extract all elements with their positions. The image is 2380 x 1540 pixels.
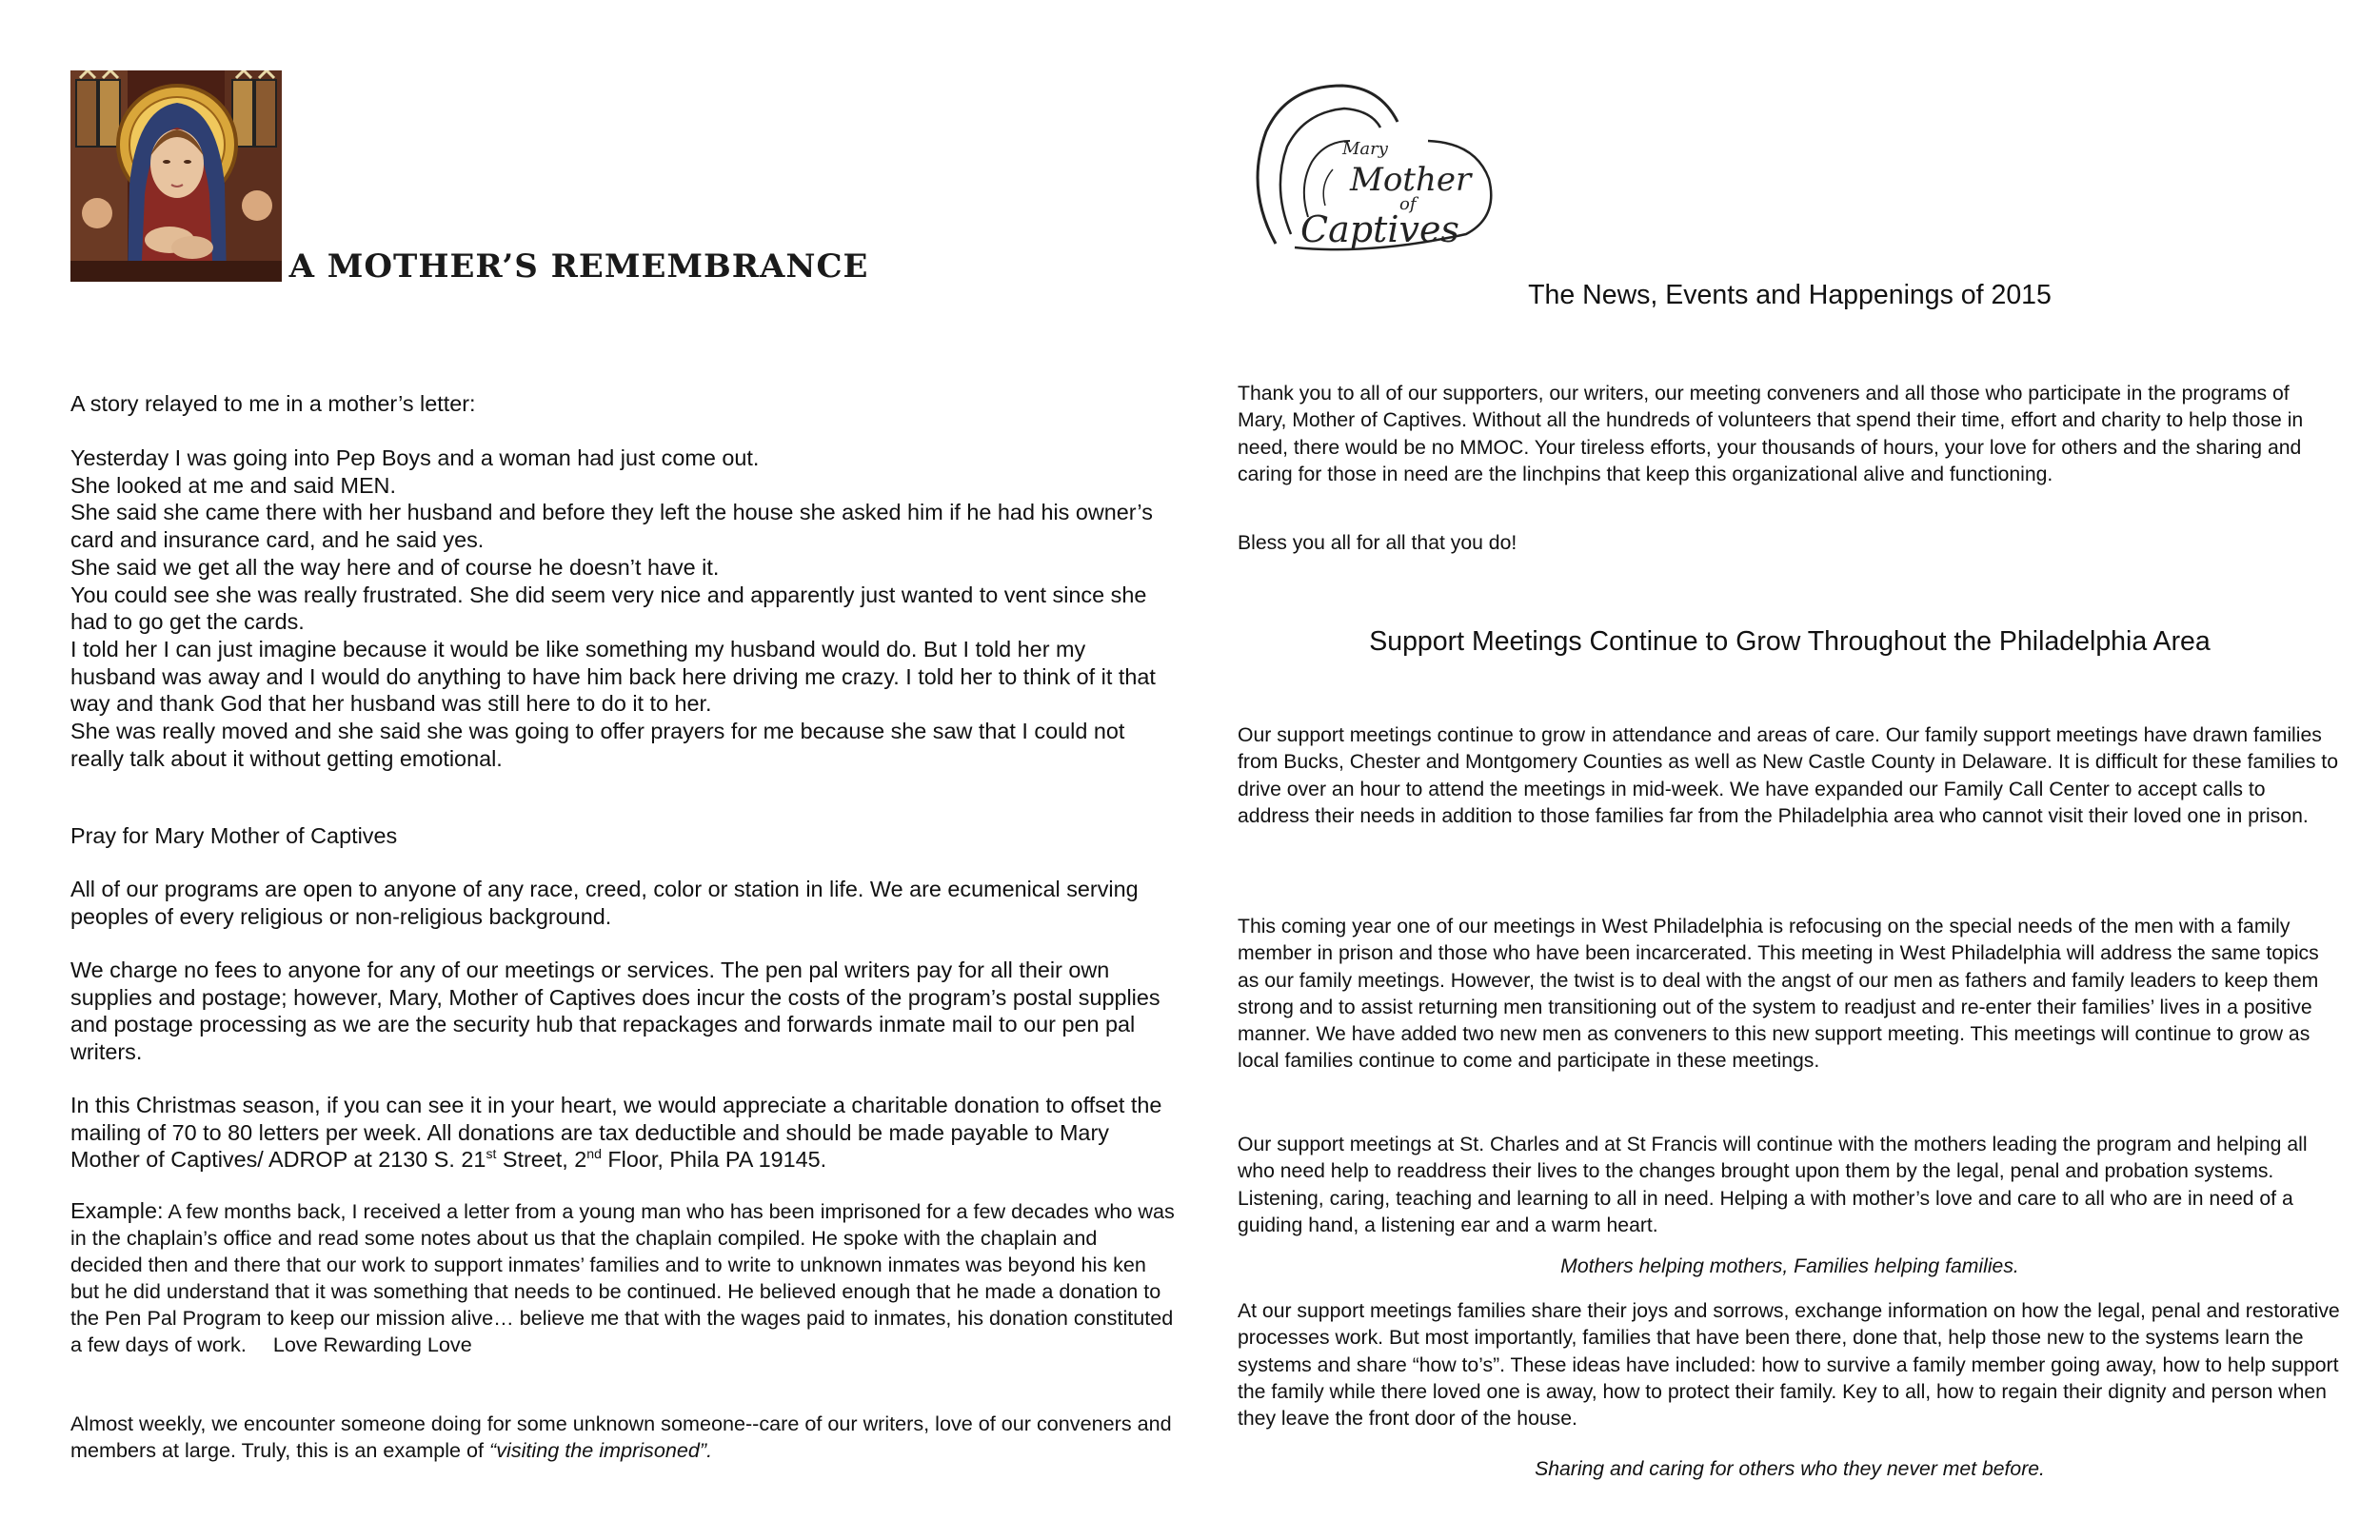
example-paragraph: Example: A few months back, I received a letter from a young man who has been imprisoned for a few decades who was in the chaplain’s office and read some notes about us that the chaplain compiled. He spoke with the chaplain and decided then and there that our work to support inmates’ families and to write to unknown inmates was beyond his ken but he did understand that it was something that needs to be continued. He believed enough that he made a donation to the Pen Pal Program to keep our mission alive… believe me that with the wages paid to inmates, his donation constituted a few days of work. Love Rewarding Love (70, 1198, 1175, 1357)
svg-text:of: of (1399, 194, 1417, 214)
weekly-paragraph: Almost weekly, we encounter someone doing for some unknown someone--care of our writers, love of our conveners and members at large. Truly, this is an example of “visiting the imprisoned”. (70, 1412, 1172, 1463)
story-line: She said she came there with her husband and before they left the house she asked him if he had his owner’s card and insurance card, and he said yes. (70, 500, 1153, 553)
motto-mothers: Mothers helping mothers, Families helping families. (1560, 1255, 2019, 1277)
support-heading: Support Meetings Continue to Grow Throughout the Philadelphia Area (1369, 626, 2211, 657)
share-paragraph: At our support meetings families share their joys and sorrows, exchange information on how the legal, penal and restorative processes work. But most importantly, families that have been there, done that, help those new to the systems learn the systems and share “how to’s”. These ideas have included: how to survive a family member going away, how to help support the family while there loved one is away, how to protect their family. Key to all, how to regain their dignity and person when they leave the front door of the house. (1238, 1300, 2340, 1431)
pray-line: Pray for Mary Mother of Captives (70, 823, 398, 848)
thanks-paragraph: Thank you to all of our supporters, our writers, our meeting conveners and all those who participate in the programs of Mary, Mother of Captives. Without all the hundreds of volunteers that spend their time, effort and charity to help those in need, there would be no MMOC. Your tireless efforts, your thousands of hours, your love for others and the sharing and caring for those in need are the linchpins that keep this organizational alive and functioning. (1238, 383, 2304, 485)
svg-text:Mary: Mary (1342, 139, 1388, 159)
story-body (70, 444, 1175, 772)
story-line: You could see she was really frustrated. She did seem very nice and apparently just wanted to vent since she had to go get the cards. (70, 582, 1147, 635)
story-line: She was really moved and she said she was going to offer prayers for me because she saw that I could not really talk about it without getting emotional. (70, 719, 1125, 771)
bless-line: Bless you all for all that you do! (1238, 532, 1517, 554)
st-charles-paragraph: Our support meetings at St. Charles and at St Francis will continue with the mothers leading the program and helping all who need help to readdress their lives to the changes brought upon them by the legal, penal and probation systems. Listening, caring, teaching and learning to all in need. Helping a with mother’s love and care to all who are in need of a guiding hand, a listening ear and a warm heart. (1238, 1134, 2308, 1236)
story-title: A MOTHER’S REMEMBRANCE (288, 247, 869, 286)
example-label: Example: (70, 1198, 164, 1223)
svg-text:Mother: Mother (1350, 161, 1472, 199)
mary-mother-of-captives-logo (1238, 74, 1504, 255)
story-line: I told her I can just imagine because it would be like something my husband would do. But I told her my husband was away and I would do anything to have him back here driving me crazy. I told her to think of it that way and thank God that her husband was still here to do it to her. (70, 636, 1156, 717)
story-intro: A story relayed to me in a mother’s letter: (70, 391, 476, 416)
christmas-paragraph: In this Christmas season, if you can see it in your heart, we would appreciate a charitable donation to offset the mailing of 70 to 80 letters per week. All donations are tax deductible and should be made payable to Mary Mother of Captives/ ADROP at 2130 S. 21st Street, 2nd Floor, Phila PA 19145. (70, 1093, 1162, 1173)
programs-paragraph: All of our programs are open to anyone of any race, creed, color or station in life. We are ecumenical serving peoples of every religious or non-religious background. (70, 877, 1139, 929)
svg-text:Captives: Captives (1300, 208, 1459, 250)
news-heading: The News, Events and Happenings of 2015 (1528, 280, 2052, 310)
fees-paragraph: We charge no fees to anyone for any of our meetings or services. The pen pal writers pay for all their own supplies and postage; however, Mary, Mother of Captives does incur the costs of the program’s postal supplies and postage processing as we are the security hub that repackages and forwards inmate mail to our pen pal writers. (70, 958, 1160, 1065)
west-philadelphia-paragraph: This coming year one of our meetings in West Philadelphia is refocusing on the special needs of the men with a family member in prison and those who have been incarcerated. This meeting in West Philadelphia will address the same topics as our family meetings. However, the twist is to deal with the angst of our men as fathers and family leaders to keep them strong and to assist returning men transitioning out of the system to readjust and re-enter their families’ lives in a positive manner. We have added two new men as conveners to this new support meeting. This meetings will continue to grow as local families continue to come and participate in these meetings. (1238, 916, 2319, 1073)
example-tail: Love Rewarding Love (272, 1333, 472, 1357)
growth-paragraph: Our support meetings continue to grow in attendance and areas of care. Our family support meetings have drawn families from Bucks, Chester and Montgomery Counties as well as New Castle County in Delaware. It is difficult for these families to drive over an hour to attend the meetings in mid-week. We have expanded our Family Call Center to accept calls to address their needs in addition to those families far from the Philadelphia area who cannot visit their loved one in prison. (1238, 724, 2338, 827)
story-line: Yesterday I was going into Pep Boys and a woman had just come out. (70, 445, 760, 470)
story-line: She said we get all the way here and of course he doesn’t have it. (70, 554, 720, 580)
story-line: She looked at me and said MEN. (70, 472, 396, 498)
motto-sharing: Sharing and caring for others who they never met before. (1535, 1458, 2045, 1480)
